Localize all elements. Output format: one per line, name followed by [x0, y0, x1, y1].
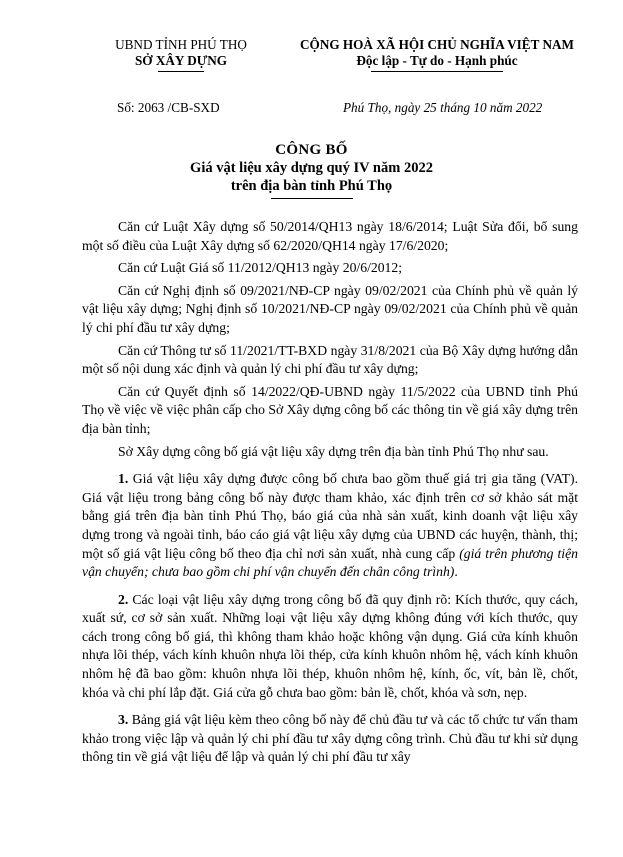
clause-2-text: Các loại vật liệu xây dựng trong công bố đã quy định rõ: Kích thước, quy cách, xuất sứ, cơ sở sản xuất. Những loại vật liệu xây dựng không đúng với kích thước, quy cách trong công bố giá, thì không tham khảo hoặc không vận dụng. Giá cửa kính khuôn nhựa lõi thép, vách kính khuôn nhựa lõi thép, cửa kính khuôn nhôm hệ, vách kính khuôn nhôm hệ đã bao gồm: khuôn nhựa lõi thép, khuôn nhôm hệ, kính, ốc, vít, bản lề, chốt, khóa và chi phí lắp đặt. Giá cửa gỗ chưa bao gồm: bản lề, chốt, khóa và sơn, nẹp. — [82, 591, 578, 700]
department-name: SỞ XÂY DỰNG — [134, 53, 228, 68]
clause-1 — [82, 470, 578, 582]
authority-underline — [158, 71, 204, 72]
title-line-3: trên địa bàn tỉnh Phú Thọ — [230, 178, 393, 194]
clause-1-number: 1. — [118, 471, 129, 487]
national-motto — [282, 37, 592, 72]
province-committee: UBND TỈNH PHÚ THỌ — [115, 37, 247, 52]
legal-basis-4: Căn cứ Thông tư số 11/2021/TT-BXD ngày 31/8/2021 của Bộ Xây dựng hướng dẫn một số nội dung xác định và quản lý chi phí đầu tư xây dựng; — [82, 342, 578, 377]
legal-basis-5: Căn cứ Quyết định số 14/2022/QĐ-UBND ngày 11/5/2022 của UBND tỉnh Phú Thọ về việc về việc phân cấp cho Sở Xây dựng công bố các thông tin về giá xây dựng trên địa bàn tỉnh; — [82, 383, 578, 436]
clause-1-note: (giá trên phương tiện vận chuyển; chưa bao gồm chi phí vận chuyển đến chân công trình) — [82, 545, 578, 580]
legal-basis-3: Căn cứ Nghị định số 09/2021/NĐ-CP ngày 09/02/2021 của Chính phủ về quản lý vật liệu xây dựng; Nghị định số 10/2021/NĐ-CP ngày 09/02/2021 của Chính phủ về quản lý chi phí đầu tư xây dựng; — [82, 282, 578, 335]
clause-1-text: Giá vật liệu xây dựng được công bố chưa bao gồm thuế giá trị gia tăng (VAT). Giá vật liệu trong bảng công bố này được tham khảo, xác định trên cơ sở khảo sát mặt bằng giá trên địa bàn tỉnh Phú Thọ, báo giá của nhà sản xuất, kinh doanh vật liệu xây dựng trong và ngoài tỉnh, báo cáo giá vật liệu xây dựng của UBND các huyện, thành, thị; một số giá vật liệu công bố theo địa chỉ nơi sản xuất, nhà cung cấp — [82, 471, 578, 561]
document-number: Số: 2063 /CB-SXD — [117, 100, 220, 115]
country-name: CỘNG HOÀ XÃ HỘI CHỦ NGHĨA VIỆT NAM — [300, 37, 574, 52]
title-underline — [271, 198, 353, 199]
announcement-intro: Sở Xây dựng công bố giá vật liệu xây dựng trên địa bàn tỉnh Phú Thọ như sau. — [118, 443, 549, 459]
title-line-1: CÔNG BỐ — [275, 142, 348, 158]
clause-3-text: Bảng giá vật liệu kèm theo công bố này để chủ đầu tư và các tổ chức tư vấn tham khảo trong việc lập và quản lý chi phí đầu tư xây dựng công trình. Chủ đầu tư khi sử dụng thông tin về giá vật liệu để lập và quản lý chi phí đầu tư xây — [82, 712, 578, 765]
legal-basis-1: Căn cứ Luật Xây dựng số 50/2014/QH13 ngày 18/6/2014; Luật Sửa đổi, bổ sung một số điều của Luật Xây dựng số 62/2020/QH14 ngày 17/6/2020; — [82, 219, 578, 253]
motto-underline — [371, 71, 503, 72]
motto: Độc lập - Tự do - Hạnh phúc — [356, 53, 518, 68]
legal-basis-2: Căn cứ Luật Giá số 11/2012/QH13 ngày 20/6/2012; — [118, 260, 403, 276]
document-date: Phú Thọ, ngày 25 tháng 10 năm 2022 — [343, 100, 543, 115]
clause-2 — [82, 591, 578, 703]
issuing-authority — [96, 37, 266, 72]
clause-3 — [82, 711, 578, 767]
clause-1-end: . — [454, 564, 458, 580]
clause-3-number: 3. — [118, 712, 129, 728]
clause-2-number: 2. — [118, 591, 129, 607]
document-title — [0, 141, 623, 199]
title-line-2: Giá vật liệu xây dựng quý IV năm 2022 — [190, 160, 433, 176]
document-body — [82, 218, 578, 771]
